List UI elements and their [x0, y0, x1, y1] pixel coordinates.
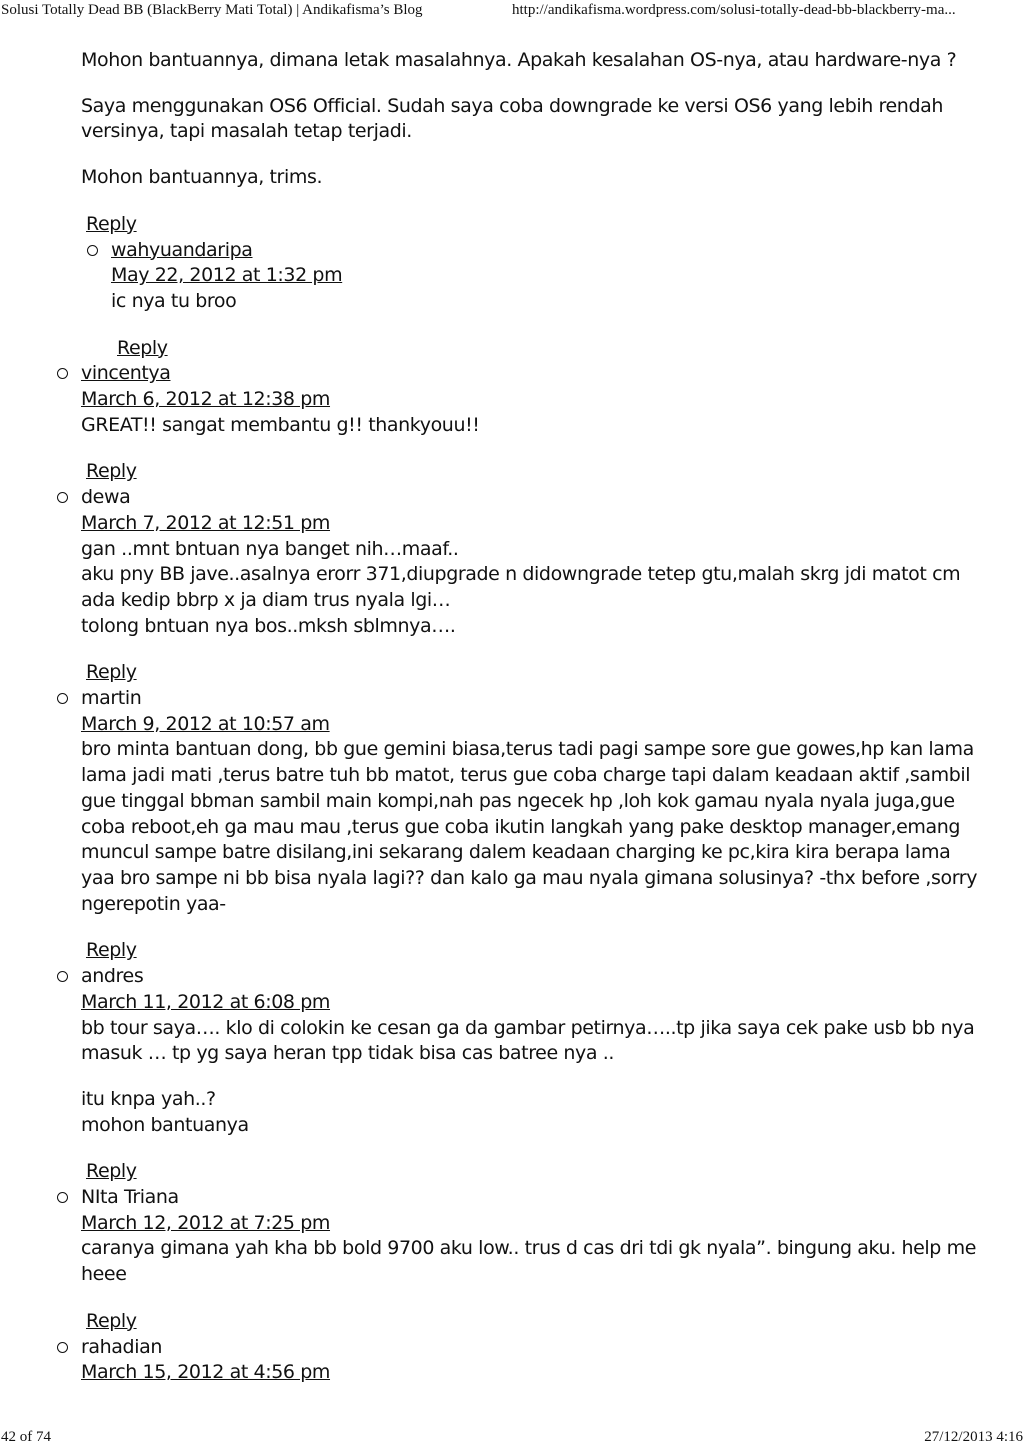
page-title: Solusi Totally Dead BB (BlackBerry Mati Total) | Andikafisma’s Blog [1, 2, 423, 18]
comment-date[interactable]: March 7, 2012 at 12:51 pm [81, 511, 331, 534]
comment-item [81, 361, 981, 438]
reply-link[interactable]: Reply [86, 1309, 137, 1332]
circle-bullet-icon [87, 245, 98, 256]
comment-item [81, 964, 981, 1138]
page-number: 42 of 74 [1, 1429, 51, 1445]
comment-text: tolong bntuan nya bos..mksh sblmnya…. [81, 614, 456, 637]
circle-bullet-icon [57, 1192, 68, 1203]
comments-section [0, 48, 1024, 1386]
comment-text: mohon bantuanya [81, 1113, 249, 1136]
comment-item [81, 485, 981, 639]
comment-text: aku pny BB jave..asalnya erorr 371,diupgrade n didowngrade tetep gtu,malah skrg jdi matot cm ada kedip bbrp x ja diam trus nyala lgi… [81, 563, 961, 611]
circle-bullet-icon [57, 368, 68, 379]
circle-bullet-icon [57, 693, 68, 704]
comment-text: GREAT!! sangat membantu g!! thankyouu!! [81, 413, 480, 436]
comment-date[interactable]: March 12, 2012 at 7:25 pm [81, 1211, 331, 1234]
comment-text: bb tour saya…. klo di colokin ke cesan ga da gambar petirnya…..tp jika saya cek pake usb bb nya masuk … tp yg saya heran tpp tidak bisa cas batree nya .. [81, 1016, 975, 1065]
circle-bullet-icon [57, 971, 68, 982]
page-url: http://andikafisma.wordpress.com/solusi-totally-dead-bb-blackberry-ma... [512, 2, 956, 18]
comment-item [111, 238, 981, 315]
comment-date[interactable]: March 15, 2012 at 4:56 pm [81, 1361, 331, 1384]
comment-text: itu knpa yah..? [81, 1087, 216, 1110]
reply-link[interactable]: Reply [86, 661, 137, 684]
circle-bullet-icon [57, 1342, 68, 1353]
print-datetime: 27/12/2013 4:16 [924, 1429, 1023, 1445]
comment-date[interactable]: March 9, 2012 at 10:57 am [81, 712, 330, 735]
reply-link[interactable]: Reply [86, 460, 137, 483]
comment-author[interactable]: vincentya [81, 362, 171, 385]
comment-text: ic nya tu broo [111, 289, 237, 312]
intro-paragraph: Saya menggunakan OS6 Official. Sudah saya coba downgrade ke versi OS6 yang lebih rendah versinya, tapi masalah tetap terjadi. [81, 94, 943, 143]
reply-link[interactable]: Reply [86, 939, 137, 962]
comment-date[interactable]: May 22, 2012 at 1:32 pm [111, 264, 343, 287]
comment-author: dewa [81, 486, 131, 509]
comment-author[interactable]: wahyuandaripa [111, 238, 253, 261]
intro-paragraph: Mohon bantuannya, dimana letak masalahnya. Apakah kesalahan OS-nya, atau hardware-nya ? [81, 49, 957, 71]
comment-date[interactable]: March 6, 2012 at 12:38 pm [81, 388, 331, 411]
comment-item [81, 686, 981, 917]
comment-item [81, 1185, 981, 1288]
print-header [0, 0, 1024, 22]
comment-text: caranya gimana yah kha bb bold 9700 aku low.. trus d cas dri tdi gk nyala”. bingung aku. help me heee [81, 1237, 976, 1286]
intro-paragraph: Mohon bantuannya, trims. [81, 166, 323, 189]
comment-text: bro minta bantuan dong, bb gue gemini biasa,terus tadi pagi sampe sore gue gowes,hp kan lama lama jadi mati ,terus batre tuh bb matot, terus gue coba charge tapi dalam keadaan aktif ,sambil gue tinggal bbman sambil main kompi,nah pas ngecek hp ,loh kok gamau nyala nyala juga,gue coba reboot,eh ga mau mau ,terus gue coba ikutin langkah yang pake desktop manager,emang muncul sampe batre disilang,ini sekarang dalem keadaan charging ke pc,kira kira berapa lama yaa bro sampe ni bb bisa nyala lagi?? dan kalo ga mau nyala gimana solusinya? -thx before ,sorry ngerepotin yaa- [81, 738, 978, 915]
reply-link[interactable]: Reply [86, 1160, 137, 1183]
comment-text: gan ..mnt bntuan nya banget nih…maaf.. [81, 537, 459, 560]
comment-author: martin [81, 687, 142, 710]
reply-link[interactable]: Reply [117, 336, 168, 359]
comment-author: rahadian [81, 1335, 162, 1358]
circle-bullet-icon [57, 492, 68, 503]
comment-author: andres [81, 965, 144, 988]
print-footer [0, 1429, 1024, 1449]
reply-link[interactable]: Reply [86, 212, 137, 235]
comment-date[interactable]: March 11, 2012 at 6:08 pm [81, 990, 331, 1013]
comment-item [81, 1335, 981, 1386]
comment-author: NIta Triana [81, 1186, 179, 1209]
